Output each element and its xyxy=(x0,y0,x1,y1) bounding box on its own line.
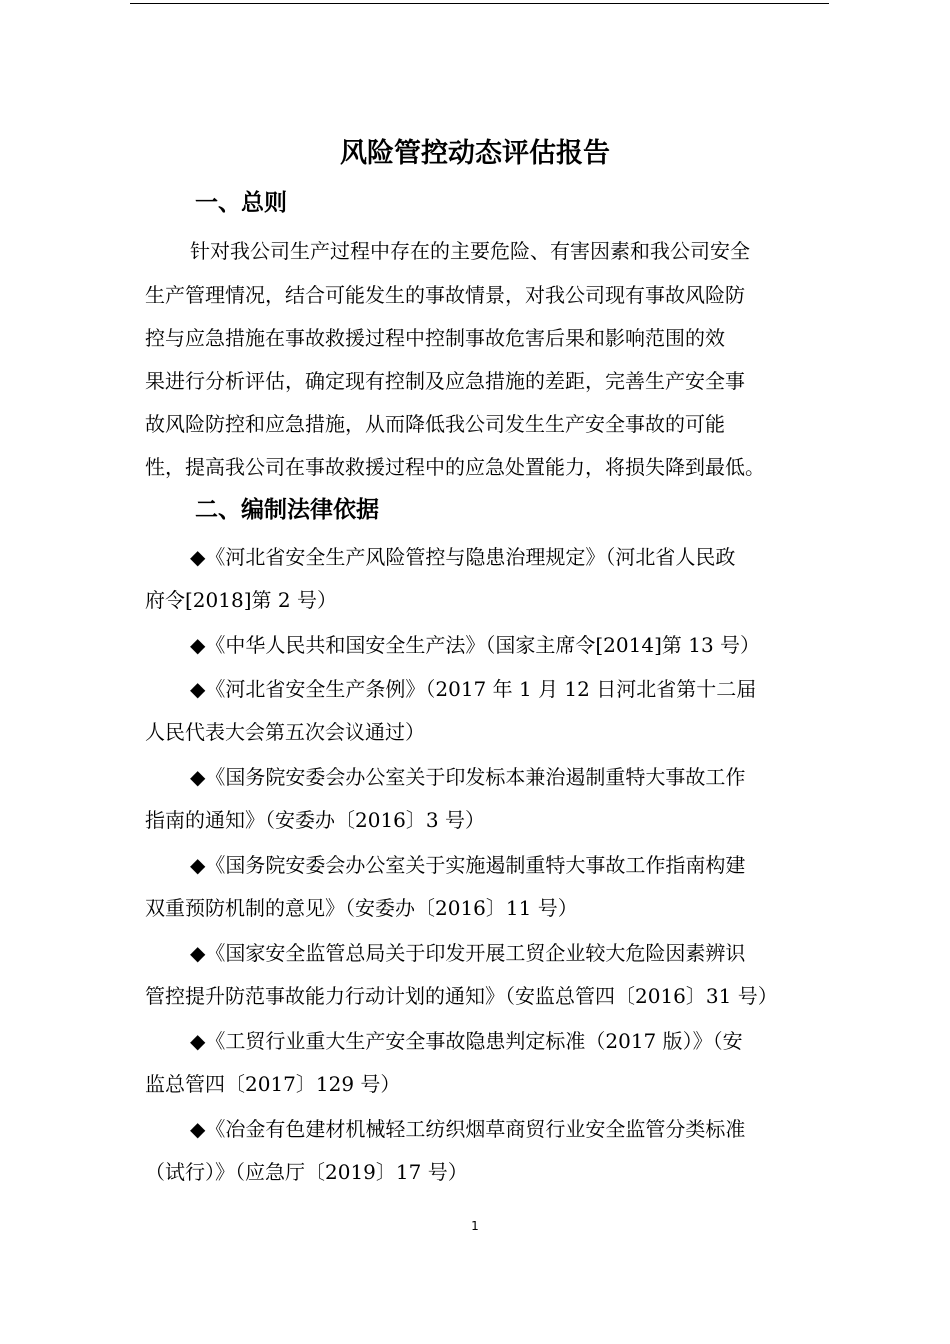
legal-reference-line: ◆《国务院安委会办公室关于印发标本兼治遏制重特大事故工作 xyxy=(190,765,746,789)
legal-reference-line: ◆《河北省安全生产条例》（2017 年 1 月 12 日河北省第十二届 xyxy=(190,677,757,701)
legal-reference-line: ◆《国家安全监管总局关于印发开展工贸企业较大危险因素辨识 xyxy=(190,941,746,965)
legal-reference-line: ◆《中华人民共和国安全生产法》（国家主席令[2014]第 13 号） xyxy=(190,633,761,657)
paragraph-line: 生产管理情况，结合可能发生的事故情景，对我公司现有事故风险防 xyxy=(145,283,745,307)
paragraph-line: 果进行分析评估，确定现有控制及应急措施的差距，完善生产安全事 xyxy=(145,369,745,393)
legal-reference-line: 人民代表大会第五次会议通过） xyxy=(145,720,425,744)
legal-reference-line: ◆《工贸行业重大生产安全事故隐患判定标准（2017 版）》（安 xyxy=(190,1029,743,1053)
legal-reference-line: ◆《国务院安委会办公室关于实施遏制重特大事故工作指南构建 xyxy=(190,853,746,877)
legal-reference-line: ◆《河北省安全生产风险管控与隐患治理规定》（河北省人民政 xyxy=(190,545,736,569)
paragraph-line: 故风险防控和应急措施，从而降低我公司发生生产安全事故的可能 xyxy=(145,412,725,436)
header-rule xyxy=(130,3,829,4)
section-heading-general: 一、总则 xyxy=(195,190,287,216)
legal-reference-line: ◆《冶金有色建材机械轻工纺织烟草商贸行业安全监管分类标准 xyxy=(190,1117,746,1141)
paragraph-line: 性，提高我公司在事故救援过程中的应急处置能力，将损失降到最低。 xyxy=(145,455,765,479)
legal-reference-line: （试行）》（应急厅〔2019〕17 号） xyxy=(145,1160,468,1184)
page-number: 1 xyxy=(471,1219,479,1233)
legal-reference-line: 指南的通知》（安委办〔2016〕3 号） xyxy=(145,808,485,832)
paragraph-line: 控与应急措施在事故救援过程中控制事故危害后果和影响范围的效 xyxy=(145,326,725,350)
legal-reference-line: 监总管四〔2017〕129 号） xyxy=(145,1072,401,1096)
document-title: 风险管控动态评估报告 xyxy=(340,138,610,169)
legal-reference-line: 双重预防机制的意见》（安委办〔2016〕11 号） xyxy=(145,896,578,920)
legal-reference-line: 管控提升防范事故能力行动计划的通知》（安监总管四〔2016〕31 号） xyxy=(145,984,778,1008)
paragraph-line: 针对我公司生产过程中存在的主要危险、有害因素和我公司安全 xyxy=(190,239,750,263)
legal-reference-line: 府令[2018]第 2 号） xyxy=(145,588,337,612)
section-heading-legal-basis: 二、编制法律依据 xyxy=(195,497,379,523)
